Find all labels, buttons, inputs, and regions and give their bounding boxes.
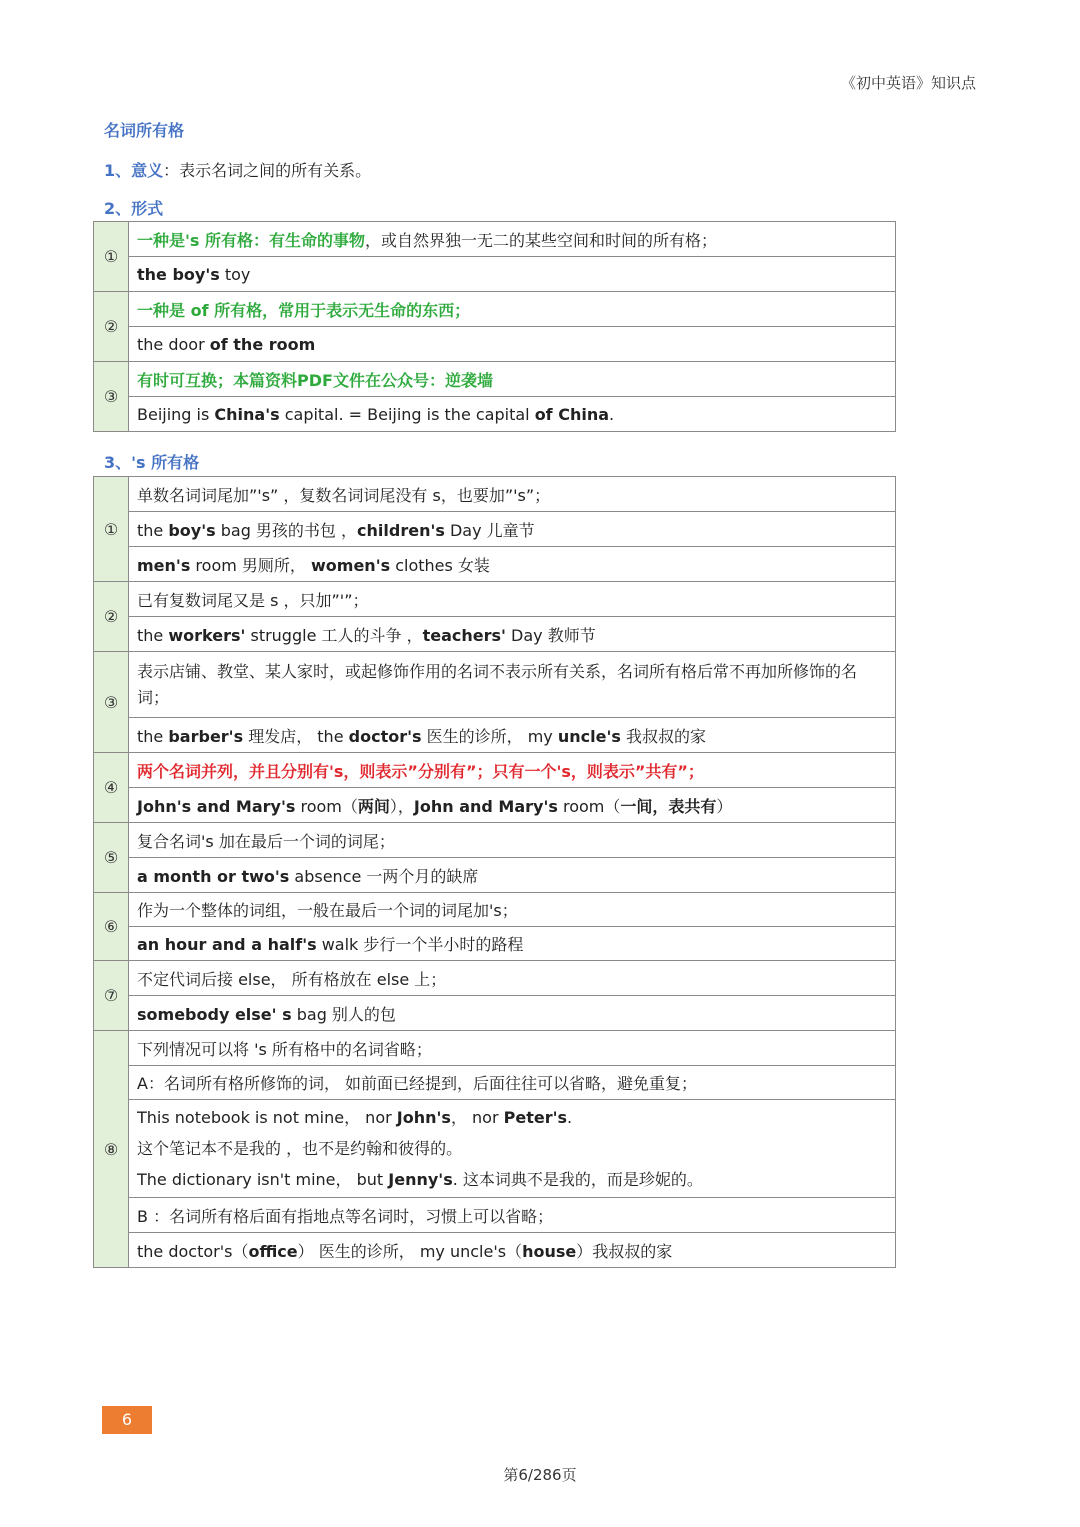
form-example: the boy's toy bbox=[129, 257, 896, 292]
rule-text: 两个名词并列，并且分别有's，则表示”分别有”；只有一个's，则表示”共有”； bbox=[129, 753, 896, 788]
row-number: ⑥ bbox=[94, 893, 129, 961]
rule-text: 复合名词's 加在最后一个词的词尾； bbox=[129, 823, 896, 858]
row-number: ③ bbox=[94, 652, 129, 753]
form-rule: 一种是's 所有格：有生命的事物，或自然界独一无二的某些空间和时间的所有格； bbox=[129, 222, 896, 257]
form-table bbox=[93, 221, 896, 432]
meaning-line bbox=[104, 158, 371, 181]
row-number: ⑧ bbox=[94, 1031, 129, 1268]
page-footer: 第6/286页 bbox=[503, 1466, 577, 1484]
form-rule: 有时可互换；本篇资料PDF文件在公众号：逆袭墙 bbox=[129, 362, 896, 397]
example-text: the doctor's（office） 医生的诊所， my uncle's（house）我叔叔的家 bbox=[129, 1233, 896, 1268]
book-title: 《初中英语》知识点 bbox=[840, 74, 976, 92]
meaning-label: 1、意义 bbox=[104, 161, 164, 180]
form-example: Beijing is China's capital. = Beijing is the capital of China. bbox=[129, 397, 896, 432]
page-number-badge: 6 bbox=[102, 1406, 152, 1434]
form-rule: 一种是 of 所有格，常用于表示无生命的东西； bbox=[129, 292, 896, 327]
rule-text: 作为一个整体的词组，一般在最后一个词的词尾加's； bbox=[129, 893, 896, 927]
s-possessive-table bbox=[93, 476, 896, 1268]
example-text: the workers' struggle 工人的斗争 ，teachers' Day 教师节 bbox=[129, 617, 896, 652]
row-number: ① bbox=[94, 477, 129, 582]
form-heading: 2、形式 bbox=[104, 199, 164, 218]
row-number: ④ bbox=[94, 753, 129, 823]
form-example: the door of the room bbox=[129, 327, 896, 362]
page-title: 名词所有格 bbox=[104, 121, 185, 140]
example-text: men's room 男厕所， women's clothes 女装 bbox=[129, 547, 896, 582]
rule-text: 不定代词后接 else， 所有格放在 else 上； bbox=[129, 961, 896, 996]
example-text: an hour and a half's walk 步行一个半小时的路程 bbox=[129, 927, 896, 961]
rule-text: 单数名词词尾加”'s” ，复数名词词尾没有 s，也要加”'s”； bbox=[129, 477, 896, 512]
row-number: ② bbox=[94, 582, 129, 652]
s-heading: 3、's 所有格 bbox=[104, 453, 200, 472]
row-number: ⑤ bbox=[94, 823, 129, 893]
row-number: ① bbox=[94, 222, 129, 292]
rule-text: 已有复数词尾又是 s ，只加”'”； bbox=[129, 582, 896, 617]
example-text: the boy's bag 男孩的书包 ，children's Day 儿童节 bbox=[129, 512, 896, 547]
example-text: John's and Mary's room（两间），John and Mary's room（一间，表共有） bbox=[129, 788, 896, 823]
example-text: the barber's 理发店， the doctor's 医生的诊所， my uncle's 我叔叔的家 bbox=[129, 718, 896, 753]
row-number: ② bbox=[94, 292, 129, 362]
rule-text: 下列情况可以将 's 所有格中的名词省略； bbox=[129, 1031, 896, 1066]
rule-text: A：名词所有格所修饰的词， 如前面已经提到，后面往往可以省略，避免重复； bbox=[129, 1066, 896, 1100]
meaning-colon: ： bbox=[163, 161, 180, 180]
example-text: a month or two's absence 一两个月的缺席 bbox=[129, 858, 896, 893]
rule-text: B ：名词所有格后面有指地点等名词时，习惯上可以省略； bbox=[129, 1198, 896, 1233]
row-number: ③ bbox=[94, 362, 129, 432]
meaning-text: 表示名词之间的所有关系。 bbox=[179, 161, 372, 180]
example-text: somebody else' s bag 别人的包 bbox=[129, 996, 896, 1031]
example-text: This notebook is not mine， nor John's， nor Peter's. 这个笔记本不是我的 ，也不是约翰和彼得的。 The dictionary isn't mine， but Jenny's. 这本词典不是我的，而是珍妮的。 bbox=[129, 1100, 896, 1198]
rule-text: 表示店铺、教堂、某人家时，或起修饰作用的名词不表示所有关系，名词所有格后常不再加所修饰的名词； bbox=[129, 652, 896, 718]
row-number: ⑦ bbox=[94, 961, 129, 1031]
